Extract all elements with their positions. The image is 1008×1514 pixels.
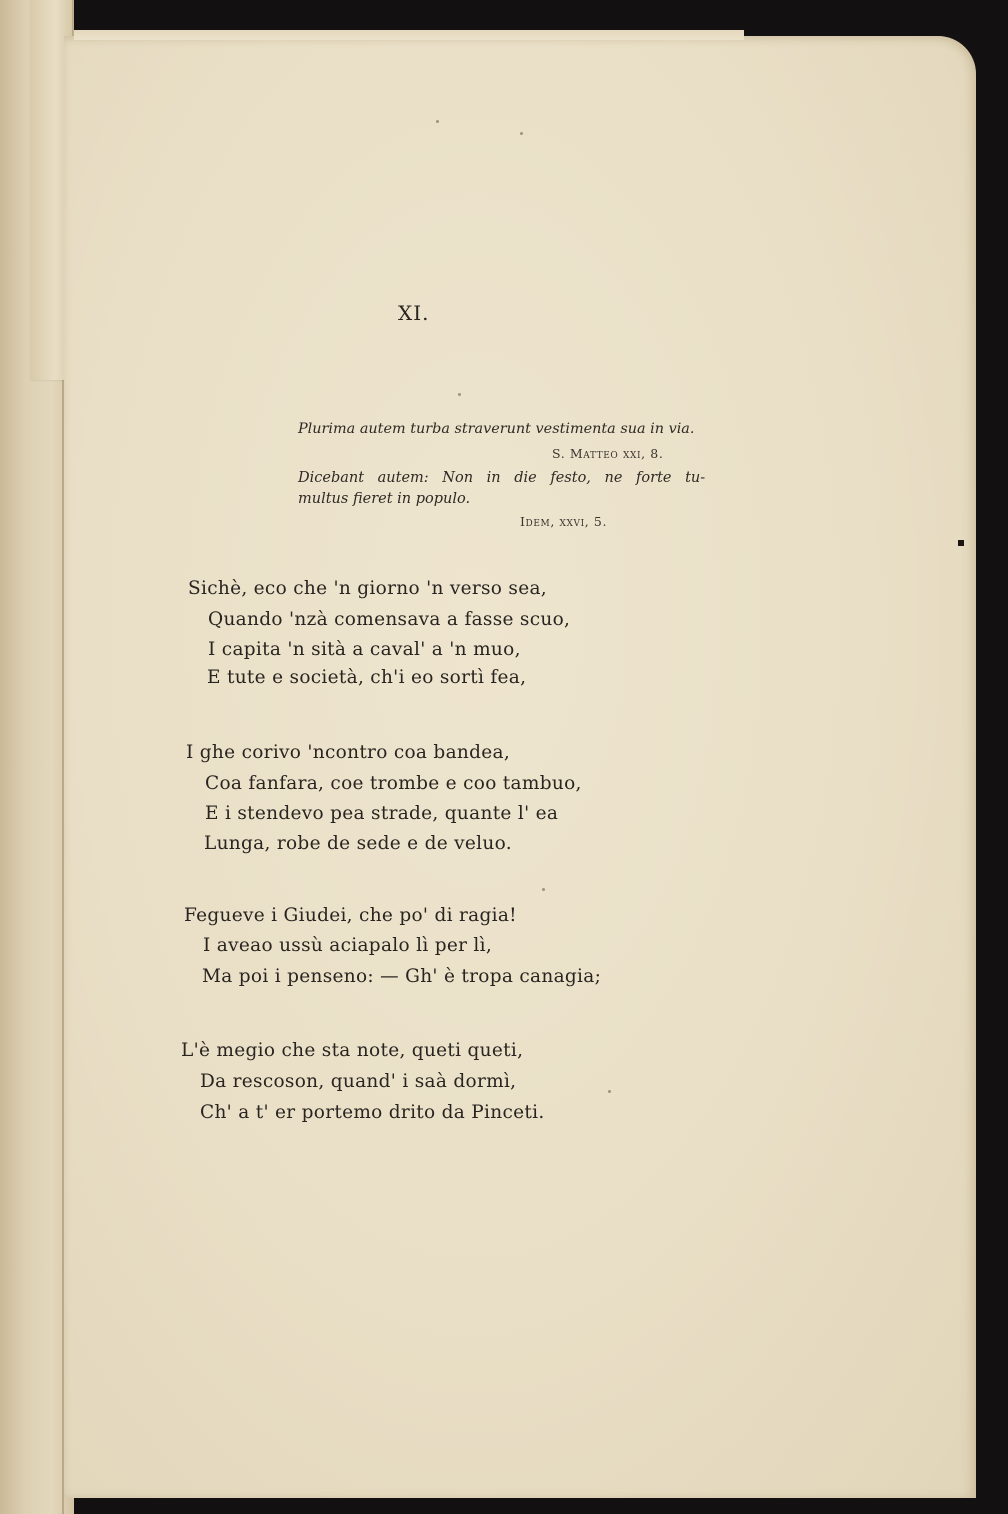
verse-line: I ghe corivo 'ncontro coa bandea, [186,742,511,763]
epigraph-line: Dicebant autem: Non in die festo, ne forte tu- [298,470,706,486]
paper-speck [458,393,461,396]
verse-line: Da rescoson, quand' i saà dormì, [200,1071,517,1092]
paper-speck [520,132,523,135]
page-sheet [64,36,976,1498]
verse-line: Lunga, robe de sede e de veluo. [204,833,512,854]
epigraph-line: multus fieret in populo. [298,491,471,507]
paper-speck [436,120,439,123]
verse-line: E tute e società, ch'i eo sortì fea, [207,667,527,688]
verse-line: Ma poi i penseno: — Gh' è tropa canagia; [202,966,602,987]
edge-mark [958,540,964,546]
verse-line: Ch' a t' er portemo drito da Pinceti. [200,1102,545,1123]
paper-speck [542,888,545,891]
epigraph-citation: S. Matteo xxi, 8. [552,446,664,461]
paper-speck [608,1090,611,1093]
verse-line: Quando 'nzà comensava a fasse scuo, [208,609,571,630]
verse-line: Coa fanfara, coe trombe e coo tambuo, [205,773,582,794]
page-top-edge [74,30,744,40]
verse-line: E i stendevo pea strade, quante l' ea [205,803,559,824]
binding-strip [0,0,74,1514]
verse-line: Sichè, eco che 'n giorno 'n verso sea, [188,578,547,599]
epigraph-line: Plurima autem turba straverunt vestimenta sua in via. [298,421,695,437]
verse-line: I aveao ussù aciapalo lì per lì, [203,935,493,956]
epigraph-citation: Idem, xxvi, 5. [520,514,608,529]
chapter-heading: XI. [398,301,430,325]
verse-line: Fegueve i Giudei, che po' di ragia! [184,905,517,926]
verse-line: I capita 'n sità a caval' a 'n muo, [208,639,521,660]
verse-line: L'è megio che sta note, queti queti, [181,1040,524,1061]
